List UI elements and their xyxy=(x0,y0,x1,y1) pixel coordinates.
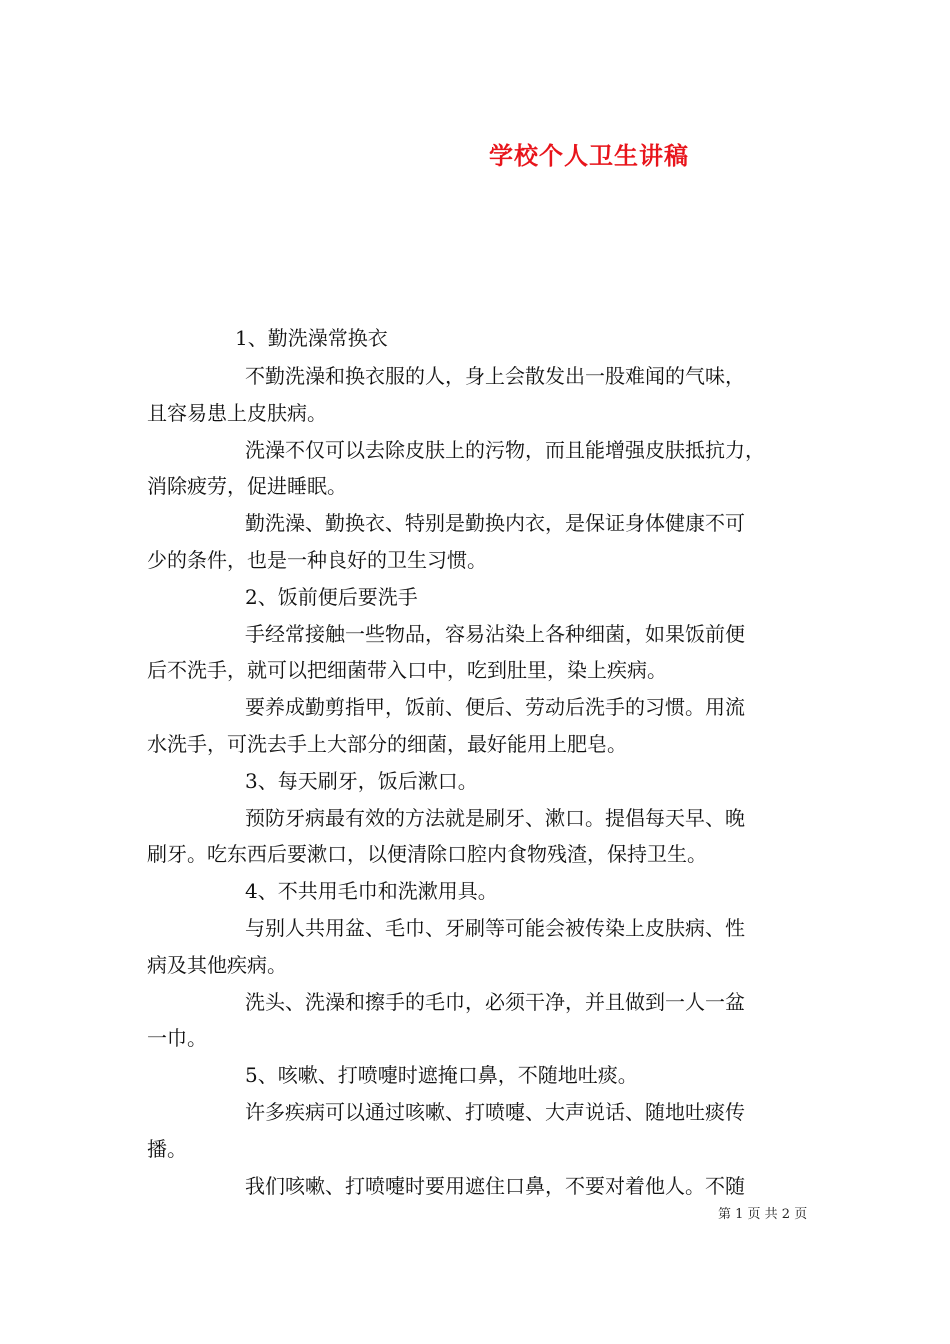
text-line: 一巾。 xyxy=(147,1026,207,1050)
heading-1: 1、勤洗澡常换衣 xyxy=(235,326,388,350)
page-footer: 第 1 页 共 2 页 xyxy=(718,1207,808,1222)
text-line: 许多疾病可以通过咳嗽、打喷嚏、大声说话、随地吐痰传 xyxy=(245,1100,745,1124)
text-line: 洗头、洗澡和擦手的毛巾，必须干净，并且做到一人一盆 xyxy=(245,990,745,1014)
text-line: 手经常接触一些物品，容易沾染上各种细菌，如果饭前便 xyxy=(245,622,745,646)
text-line: 预防牙病最有效的方法就是刷牙、漱口。提倡每天早、晚 xyxy=(245,806,745,830)
heading-2: 2、饭前便后要洗手 xyxy=(245,585,418,609)
text-line: 少的条件，也是一种良好的卫生习惯。 xyxy=(147,548,487,572)
text-line: 消除疲劳，促进睡眠。 xyxy=(147,474,347,498)
text-line: 勤洗澡、勤换衣、特别是勤换内衣，是保证身体健康不可 xyxy=(245,511,745,535)
text-line: 不勤洗澡和换衣服的人，身上会散发出一股难闻的气味， xyxy=(245,364,745,388)
text-line: 播。 xyxy=(147,1137,187,1161)
heading-5: 5、咳嗽、打喷嚏时遮掩口鼻，不随地吐痰。 xyxy=(245,1063,638,1087)
text-line: 要养成勤剪指甲，饭前、便后、劳动后洗手的习惯。用流 xyxy=(245,695,745,719)
document-title: 学校个人卫生讲稿 xyxy=(489,141,689,170)
text-line: 病及其他疾病。 xyxy=(147,953,287,977)
text-line: 且容易患上皮肤病。 xyxy=(147,401,327,425)
text-line: 我们咳嗽、打喷嚏时要用遮住口鼻，不要对着他人。不随 xyxy=(245,1174,745,1198)
heading-4: 4、不共用毛巾和洗漱用具。 xyxy=(245,879,498,903)
heading-3: 3、每天刷牙，饭后漱口。 xyxy=(245,769,478,793)
text-line: 后不洗手，就可以把细菌带入口中，吃到肚里，染上疾病。 xyxy=(147,658,667,682)
text-line: 洗澡不仅可以去除皮肤上的污物，而且能增强皮肤抵抗力， xyxy=(245,438,765,462)
text-line: 水洗手，可洗去手上大部分的细菌，最好能用上肥皂。 xyxy=(147,732,627,756)
text-line: 刷牙。吃东西后要漱口，以便清除口腔内食物残渣，保持卫生。 xyxy=(147,842,707,866)
text-line: 与别人共用盆、毛巾、牙刷等可能会被传染上皮肤病、性 xyxy=(245,916,745,940)
